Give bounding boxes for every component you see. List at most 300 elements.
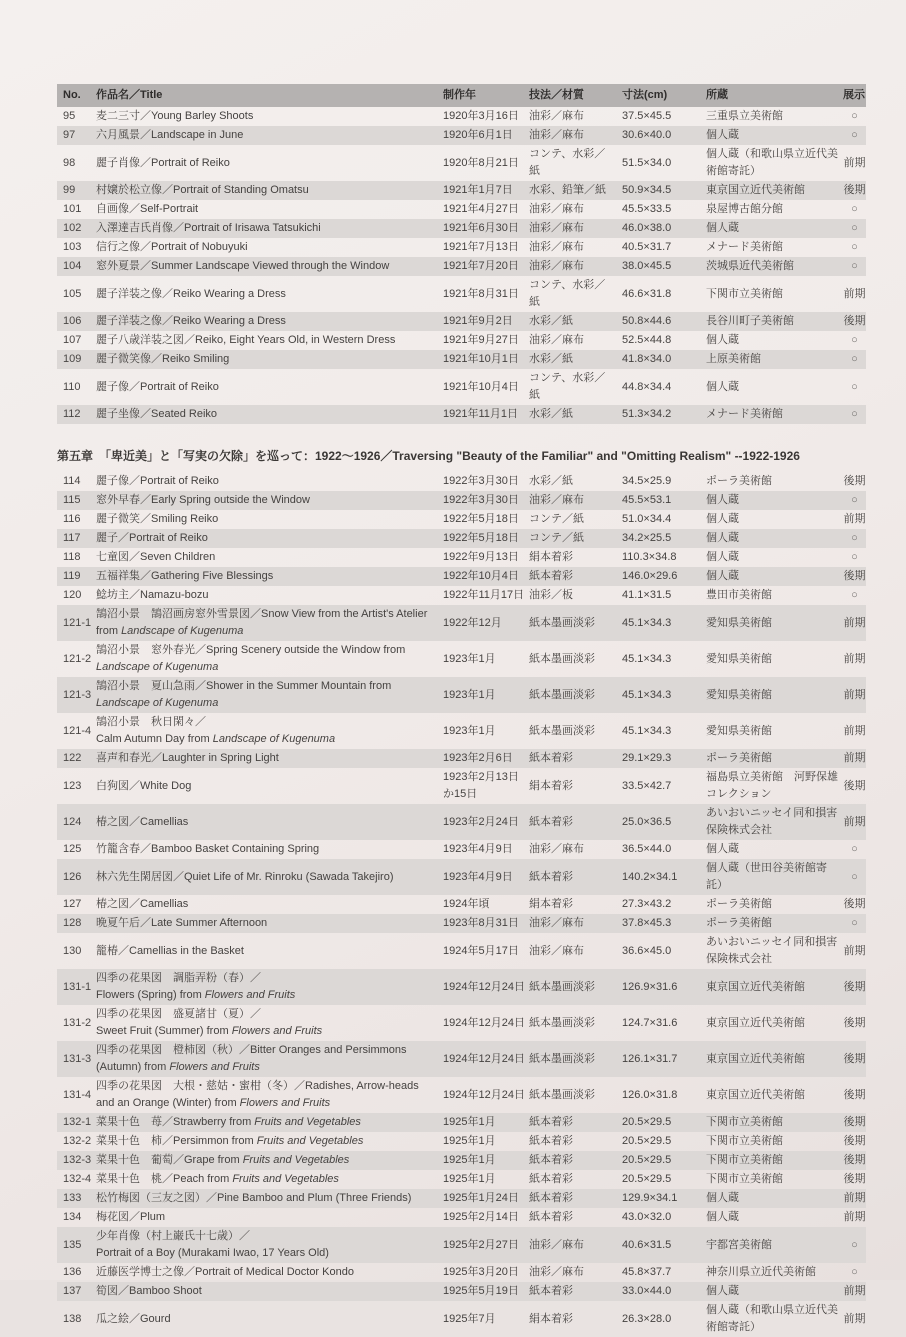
- table-row: [57, 257, 866, 276]
- table-row: [57, 331, 866, 350]
- col-header-collection: 所蔵: [706, 84, 843, 107]
- cell-dimensions: 52.5×44.8: [622, 334, 672, 346]
- table-row: [57, 1041, 866, 1077]
- cell-title: 林六先生閑居図／Quiet Life of Mr. Rinroku (Sawada Takejiro): [96, 859, 443, 895]
- cell-display: 後期: [843, 1016, 866, 1029]
- cell-display: ○: [843, 1227, 866, 1263]
- cell-display: 前期: [843, 287, 866, 300]
- cell-title: 五福祥集／Gathering Five Blessings: [96, 567, 443, 586]
- cell-no: 131-2: [63, 1016, 92, 1029]
- cell-material: 紙本着彩: [529, 749, 622, 768]
- cell-date: 1923年4月9日: [443, 859, 529, 895]
- cell-material: 油彩／麻布: [529, 843, 584, 855]
- cell-dimensions: 20.5×29.5: [622, 1113, 706, 1132]
- cell-date: 1921年7月13日: [443, 241, 519, 253]
- cell-collection: 個人蔵: [706, 529, 843, 548]
- cell-material: 紙本墨画淡彩: [529, 1041, 622, 1077]
- cell-no: 107: [63, 334, 82, 346]
- cell-dimensions: 40.5×31.7: [622, 241, 672, 253]
- cell-dimensions: 51.0×34.4: [622, 513, 672, 525]
- cell-display: 前期: [843, 513, 866, 525]
- col-header-display: 展示: [843, 84, 866, 107]
- table-row: [57, 840, 866, 859]
- cell-collection: 下関市立美術館: [706, 1151, 843, 1170]
- table-header: [57, 84, 866, 107]
- cell-dimensions: 45.1×34.3: [622, 652, 672, 665]
- cell-material: 紙本墨画淡彩: [529, 969, 622, 1005]
- table-row: [57, 1132, 866, 1151]
- cell-collection: ポーラ美術館: [706, 475, 772, 487]
- table-row: [57, 933, 866, 969]
- cell-no: 102: [57, 219, 96, 238]
- cell-collection: あいおいニッセイ同和損害保険株式会社: [706, 936, 838, 965]
- cell-collection: 神奈川県立近代美術館: [706, 1266, 816, 1278]
- table-row: [57, 510, 866, 529]
- cell-date: 1921年11月1日: [443, 405, 529, 424]
- cell-collection: メナード美術館: [706, 405, 843, 424]
- cell-dimensions: 129.9×34.1: [622, 1189, 706, 1208]
- cell-dimensions: 20.5×29.5: [622, 1151, 706, 1170]
- cell-collection: 個人蔵（和歌山県立近代美術館寄託）: [706, 1304, 838, 1333]
- cell-no: 118: [63, 551, 81, 563]
- table-row: [57, 1189, 866, 1208]
- table-row: [57, 1113, 866, 1132]
- cell-no: 103: [63, 241, 82, 253]
- cell-title: 白狗図／White Dog: [96, 779, 192, 792]
- cell-no: 130: [63, 944, 82, 957]
- cell-collection: 愛知県美術館: [706, 677, 843, 713]
- cell-no: 104: [57, 257, 96, 276]
- catalog-content: [57, 84, 866, 1337]
- cell-no: 138: [63, 1312, 82, 1325]
- cell-no: 122: [57, 749, 96, 768]
- cell-material: 紙本着彩: [529, 1211, 573, 1223]
- cell-display: ○: [843, 405, 866, 424]
- cell-title: 鵠沼小景 鵠沼画房窓外雪景図／Snow View from the Artist's Atelier from Landscape of Kugenuma: [96, 605, 443, 641]
- cell-no: 131-3: [57, 1041, 96, 1077]
- cell-no: 121-4: [63, 724, 92, 737]
- cell-no: 119: [57, 567, 96, 586]
- cell-display: 前期: [843, 605, 866, 641]
- header-row: [57, 84, 866, 107]
- cell-collection: 個人蔵: [706, 843, 739, 855]
- cell-date: 1922年5月18日: [443, 513, 519, 525]
- cell-display: ○: [851, 589, 858, 601]
- cell-title: 麗子洋装之像／Reiko Wearing a Dress: [96, 312, 443, 331]
- cell-title: 自画像／Self-Portrait: [96, 203, 199, 215]
- cell-material: 油彩／麻布: [529, 1227, 622, 1263]
- cell-no: 115: [57, 491, 96, 510]
- cell-collection: あいおいニッセイ同和損害保険株式会社: [706, 804, 843, 840]
- cell-title: 喜声和春光／Laughter in Spring Light: [96, 749, 443, 768]
- cell-display: 後期: [843, 181, 866, 200]
- cell-display: ○: [851, 380, 858, 393]
- table-row: [57, 350, 866, 369]
- cell-collection: 下関市立美術館: [706, 1173, 783, 1185]
- table-row: [57, 804, 866, 840]
- cell-material: 紙本墨画淡彩: [529, 724, 595, 737]
- cell-collection: 個人蔵: [706, 1189, 843, 1208]
- cell-dimensions: 46.0×38.0: [622, 219, 706, 238]
- cell-material: 絹本着彩: [529, 1312, 573, 1325]
- cell-title: 筍図／Bamboo Shoot: [96, 1282, 443, 1301]
- cell-material: 絹本着彩: [529, 898, 573, 910]
- cell-collection: 個人蔵: [706, 513, 739, 525]
- cell-material: 油彩／板: [529, 589, 573, 601]
- table-row: [57, 1227, 866, 1263]
- cell-dimensions: 34.2×25.5: [622, 529, 706, 548]
- table-row: [57, 1208, 866, 1227]
- cell-material: 紙本墨画淡彩: [529, 1016, 595, 1029]
- chapter-heading: 第五章 「卑近美」と「写実の欠除」を巡って：1922～1926／Traversing "Beauty of the Familiar" and "Omitting Realism" --1922-1926: [57, 449, 800, 463]
- cell-date: 1923年1月: [443, 724, 496, 737]
- cell-display: ○: [843, 529, 866, 548]
- cell-display: 後期: [843, 567, 866, 586]
- cell-no: 121-2: [63, 652, 92, 665]
- cell-title: 籠椿／Camellias in the Basket: [96, 944, 244, 957]
- cell-display: ○: [851, 551, 858, 563]
- cell-material: 油彩／麻布: [529, 126, 622, 145]
- cell-display: ○: [843, 219, 866, 238]
- cell-display: 後期: [843, 1173, 866, 1185]
- artwork-table-section-2: [57, 472, 866, 1337]
- cell-dimensions: 26.3×28.0: [622, 1312, 672, 1325]
- table-row: [57, 405, 866, 424]
- cell-title: 梅花図／Plum: [96, 1211, 166, 1223]
- table-row: [57, 472, 866, 491]
- cell-title: 窓外早春／Early Spring outside the Window: [96, 491, 443, 510]
- cell-material: 油彩／麻布: [529, 944, 584, 957]
- cell-display: ○: [851, 203, 858, 215]
- cell-title: 近藤医学博士之像／Portrait of Medical Doctor Kondo: [96, 1266, 354, 1278]
- cell-date: 1924年頃: [443, 898, 490, 910]
- cell-display: 前期: [843, 677, 866, 713]
- cell-dimensions: 45.1×34.3: [622, 677, 706, 713]
- table-row: [57, 641, 866, 677]
- cell-date: 1923年1月: [443, 677, 529, 713]
- cell-collection: ポーラ美術館: [706, 898, 772, 910]
- cell-material: コンテ／紙: [529, 513, 584, 525]
- cell-dimensions: 20.5×29.5: [622, 1173, 672, 1185]
- table-row: [57, 859, 866, 895]
- cell-no: 116: [63, 513, 81, 525]
- cell-dimensions: 38.0×45.5: [622, 257, 706, 276]
- table-row: [57, 491, 866, 510]
- cell-material: 油彩／麻布: [529, 110, 584, 122]
- cell-display: ○: [843, 491, 866, 510]
- cell-title: 麗子微笑／Smiling Reiko: [96, 513, 219, 525]
- cell-dimensions: 45.1×34.3: [622, 724, 672, 737]
- cell-date: 1925年5月19日: [443, 1282, 529, 1301]
- cell-material: 紙本墨画淡彩: [529, 605, 622, 641]
- cell-collection: 豊田市美術館: [706, 589, 772, 601]
- cell-title: 四季の花果図 盛夏諸甘（夏）／ Sweet Fruit (Summer) from Flowers and Fruits: [96, 1008, 323, 1037]
- cell-display: 前期: [843, 804, 866, 840]
- cell-material: 紙本着彩: [529, 1151, 622, 1170]
- cell-date: 1921年9月27日: [443, 334, 519, 346]
- cell-date: 1925年2月14日: [443, 1211, 519, 1223]
- cell-dimensions: 51.3×34.2: [622, 405, 706, 424]
- cell-date: 1925年7月: [443, 1312, 496, 1325]
- cell-dimensions: 27.3×43.2: [622, 898, 672, 910]
- table-row: [57, 529, 866, 548]
- cell-collection: ポーラ美術館: [706, 914, 843, 933]
- cell-no: 98: [63, 156, 76, 169]
- table-row: [57, 677, 866, 713]
- col-header-no: No.: [57, 84, 96, 107]
- cell-date: 1921年7月20日: [443, 257, 529, 276]
- cell-material: 紙本着彩: [529, 567, 622, 586]
- cell-date: 1921年1月7日: [443, 181, 529, 200]
- cell-date: 1922年3月30日: [443, 475, 519, 487]
- cell-date: 1923年2月6日: [443, 749, 529, 768]
- cell-date: 1922年9月13日: [443, 551, 519, 563]
- cell-date: 1924年12月24日: [443, 969, 529, 1005]
- cell-title: 麗子微笑像／Reiko Smiling: [96, 350, 443, 369]
- cell-material: 絹本着彩: [529, 551, 573, 563]
- cell-title: 鯰坊主／Namazu-bozu: [96, 589, 209, 601]
- cell-title: 麦二三寸／Young Barley Shoots: [96, 110, 254, 122]
- cell-title: 椿之図／Camellias: [96, 804, 443, 840]
- cell-title: 菜果十色 柿／Persimmon from Fruits and Vegetables: [96, 1135, 364, 1147]
- cell-display: 前期: [843, 944, 866, 957]
- cell-date: 1921年4月27日: [443, 203, 519, 215]
- cell-collection: 三重県立美術館: [706, 110, 783, 122]
- cell-collection: 東京国立近代美術館: [706, 969, 843, 1005]
- cell-material: 絹本着彩: [529, 779, 573, 792]
- cell-date: 1922年12月: [443, 605, 529, 641]
- cell-material: 油彩／麻布: [529, 491, 622, 510]
- cell-date: 1922年5月18日: [443, 529, 529, 548]
- cell-title: 鵠沼小景 窓外春光／Spring Scenery outside the Window from Landscape of Kugenuma: [96, 644, 406, 673]
- cell-collection: 愛知県美術館: [706, 605, 843, 641]
- cell-dimensions: 43.0×32.0: [622, 1211, 672, 1223]
- cell-display: 前期: [843, 749, 866, 768]
- cell-title: 六月風景／Landscape in June: [96, 126, 443, 145]
- cell-no: 120: [63, 589, 82, 601]
- col-header-dimensions: 寸法(cm): [622, 84, 706, 107]
- cell-no: 121-3: [57, 677, 96, 713]
- cell-collection: 東京国立近代美術館: [706, 1016, 805, 1029]
- cell-dimensions: 126.0×31.8: [622, 1088, 678, 1101]
- cell-material: 油彩／麻布: [529, 1266, 584, 1278]
- cell-collection: 愛知県美術館: [706, 724, 772, 737]
- cell-no: 109: [57, 350, 96, 369]
- cell-title: 麗子／Portrait of Reiko: [96, 529, 443, 548]
- table-row: [57, 219, 866, 238]
- cell-title: 鵠沼小景 秋日閑々／ Calm Autumn Day from Landscape of Kugenuma: [96, 716, 336, 745]
- cell-date: 1925年1月24日: [443, 1189, 529, 1208]
- table-row: [57, 914, 866, 933]
- cell-date: 1922年11月17日: [443, 589, 525, 601]
- table-row: [57, 749, 866, 768]
- cell-display: 後期: [843, 898, 866, 910]
- cell-collection: メナード美術館: [706, 241, 783, 253]
- cell-date: 1922年10月4日: [443, 567, 529, 586]
- table-row: [57, 1263, 866, 1282]
- cell-display: 後期: [843, 312, 866, 331]
- cell-display: 前期: [843, 1312, 866, 1325]
- cell-dimensions: 41.1×31.5: [622, 589, 672, 601]
- cell-collection: 個人蔵: [706, 380, 739, 393]
- table-row: [57, 369, 866, 405]
- cell-material: 紙本着彩: [529, 1282, 622, 1301]
- cell-no: 117: [57, 529, 96, 548]
- cell-display: 後期: [843, 779, 866, 792]
- cell-title: 竹籠含春／Bamboo Basket Containing Spring: [96, 843, 320, 855]
- cell-display: ○: [843, 126, 866, 145]
- cell-title: 鵠沼小景 夏山急雨／Shower in the Summer Mountain from Landscape of Kugenuma: [96, 677, 443, 713]
- cell-no: 95: [63, 110, 76, 122]
- cell-title: 菜果十色 桃／Peach from Fruits and Vegetables: [96, 1173, 339, 1185]
- table-row: [57, 1077, 866, 1113]
- cell-date: 1921年6月30日: [443, 219, 529, 238]
- cell-date: 1920年6月1日: [443, 126, 529, 145]
- cell-title: 松竹梅図（三友之図）／Pine Bamboo and Plum (Three Friends): [96, 1189, 443, 1208]
- cell-display: 後期: [843, 969, 866, 1005]
- cell-date: 1921年10月4日: [443, 380, 519, 393]
- cell-display: 後期: [843, 1135, 866, 1147]
- cell-no: 110: [63, 380, 81, 393]
- cell-material: コンテ、水彩／紙: [529, 279, 606, 308]
- cell-date: 1920年3月16日: [443, 110, 519, 122]
- cell-date: 1923年2月24日: [443, 804, 529, 840]
- cell-display: 前期: [843, 1282, 866, 1301]
- cell-collection: 愛知県美術館: [706, 652, 772, 665]
- cell-no: 135: [57, 1227, 96, 1263]
- cell-dimensions: 29.1×29.3: [622, 749, 706, 768]
- cell-display: ○: [843, 859, 866, 895]
- cell-title: 村嬢於松立像／Portrait of Standing Omatsu: [96, 181, 443, 200]
- cell-collection: 下関市立美術館: [706, 1135, 783, 1147]
- cell-date: 1924年12月24日: [443, 1088, 525, 1101]
- cell-date: 1920年8月21日: [443, 156, 519, 169]
- cell-display: 後期: [843, 1113, 866, 1132]
- artwork-table-section-1: [57, 84, 866, 424]
- cell-material: 紙本着彩: [529, 1135, 573, 1147]
- cell-dimensions: 146.0×29.6: [622, 567, 706, 586]
- cell-display: 前期: [843, 156, 866, 169]
- cell-date: 1925年1月: [443, 1173, 496, 1185]
- cell-no: 132-3: [57, 1151, 96, 1170]
- table-row: [57, 312, 866, 331]
- cell-material: 紙本着彩: [529, 1113, 622, 1132]
- cell-date: 1921年10月1日: [443, 350, 529, 369]
- cell-material: 紙本墨画淡彩: [529, 677, 622, 713]
- cell-display: ○: [843, 914, 866, 933]
- cell-title: 七童図／Seven Children: [96, 551, 216, 563]
- cell-dimensions: 37.8×45.3: [622, 914, 706, 933]
- cell-material: 水彩／紙: [529, 312, 622, 331]
- cell-collection: 個人蔵: [706, 567, 843, 586]
- table-row: [57, 238, 866, 257]
- cell-no: 132-2: [63, 1135, 92, 1147]
- cell-dimensions: 140.2×34.1: [622, 859, 706, 895]
- cell-dimensions: 30.6×40.0: [622, 126, 706, 145]
- cell-collection: 下関市立美術館: [706, 1113, 843, 1132]
- cell-material: 油彩／麻布: [529, 914, 622, 933]
- cell-no: 106: [57, 312, 96, 331]
- cell-collection: 個人蔵: [706, 551, 739, 563]
- cell-display: ○: [851, 334, 858, 346]
- cell-display: 後期: [843, 1041, 866, 1077]
- cell-collection: 茨城県近代美術館: [706, 257, 843, 276]
- cell-no: 114: [63, 475, 81, 487]
- cell-material: 紙本墨画淡彩: [529, 1088, 595, 1101]
- cell-dimensions: 41.8×34.0: [622, 350, 706, 369]
- cell-display: 前期: [843, 1211, 866, 1223]
- cell-dimensions: 40.6×31.5: [622, 1227, 706, 1263]
- cell-material: 油彩／麻布: [529, 334, 584, 346]
- cell-no: 131-1: [57, 969, 96, 1005]
- cell-material: 水彩、鉛筆／紙: [529, 181, 622, 200]
- cell-dimensions: 36.6×45.0: [622, 944, 672, 957]
- table-row: [57, 1005, 866, 1041]
- cell-dimensions: 51.5×34.0: [622, 156, 672, 169]
- cell-display: 後期: [843, 1151, 866, 1170]
- cell-no: 128: [57, 914, 96, 933]
- cell-date: 1923年1月: [443, 652, 496, 665]
- cell-no: 99: [57, 181, 96, 200]
- cell-title: 椿之図／Camellias: [96, 898, 189, 910]
- table-row: [57, 969, 866, 1005]
- col-header-material: 技法／材質: [529, 84, 622, 107]
- cell-date: 1921年8月31日: [443, 287, 519, 300]
- cell-material: コンテ、水彩／紙: [529, 148, 606, 177]
- cell-dimensions: 25.0×36.5: [622, 804, 706, 840]
- cell-title: 麗子肖像／Portrait of Reiko: [96, 156, 230, 169]
- cell-material: 水彩／紙: [529, 405, 622, 424]
- cell-collection: 個人蔵: [706, 491, 843, 510]
- table-row: [57, 713, 866, 749]
- cell-material: 油彩／麻布: [529, 203, 584, 215]
- cell-collection: 東京国立近代美術館: [706, 181, 843, 200]
- table-row: [57, 200, 866, 219]
- cell-dimensions: 110.3×34.8: [622, 551, 677, 563]
- cell-dimensions: 33.0×44.0: [622, 1282, 706, 1301]
- cell-no: 132-1: [57, 1113, 96, 1132]
- table-row: [57, 1282, 866, 1301]
- cell-dimensions: 45.5×53.1: [622, 491, 706, 510]
- cell-no: 136: [63, 1266, 82, 1278]
- cell-material: 油彩／麻布: [529, 219, 622, 238]
- cell-display: ○: [843, 350, 866, 369]
- cell-title: 信行之像／Portrait of Nobuyuki: [96, 241, 248, 253]
- cell-no: 105: [63, 287, 82, 300]
- cell-dimensions: 50.8×44.6: [622, 312, 706, 331]
- cell-dimensions: 37.5×45.5: [622, 110, 672, 122]
- table-row: [57, 276, 866, 312]
- cell-no: 125: [63, 843, 82, 855]
- cell-collection: 個人蔵: [706, 334, 739, 346]
- cell-collection: 個人蔵（世田谷美術館寄託）: [706, 859, 843, 895]
- cell-no: 131-4: [63, 1088, 92, 1101]
- cell-title: 麗子八歳洋装之図／Reiko, Eight Years Old, in Western Dress: [96, 334, 396, 346]
- cell-collection: 個人蔵: [706, 1282, 843, 1301]
- cell-no: 133: [57, 1189, 96, 1208]
- cell-dimensions: 45.8×37.7: [622, 1266, 672, 1278]
- cell-collection: 泉屋博古館分館: [706, 203, 783, 215]
- cell-date: 1924年12月24日: [443, 1041, 529, 1077]
- cell-date: 1923年2月13日か15日: [443, 771, 519, 800]
- cell-display: 後期: [843, 475, 866, 487]
- cell-display: ○: [843, 257, 866, 276]
- cell-collection: 上原美術館: [706, 350, 843, 369]
- cell-no: 127: [63, 898, 82, 910]
- cell-date: 1923年8月31日: [443, 914, 529, 933]
- cell-dimensions: 36.5×44.0: [622, 843, 672, 855]
- cell-material: 紙本着彩: [529, 1173, 573, 1185]
